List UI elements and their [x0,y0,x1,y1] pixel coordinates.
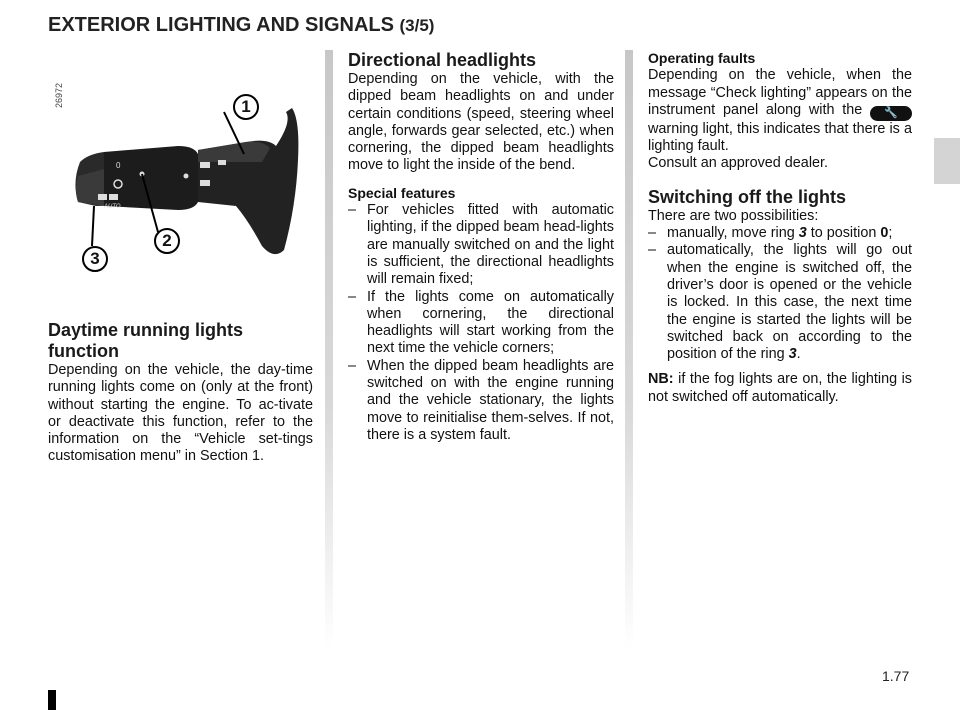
callout-2: 2 [154,228,180,254]
figure-reference-code: 26972 [54,82,64,108]
stalk-zero-label: 0 [116,161,121,170]
operating-faults-body [648,67,912,155]
directional-body: Depending on the vehicle, with the dipped beam headlights on and under certain conditions (speed, steering wheel angle, forwards gear selected, etc.) when cornering, the dipped beam headlights move to light the inside of the bend. [348,71,614,174]
item1-text-b: to position [810,225,877,242]
nb-note [648,371,912,406]
callout-1: 1 [233,94,259,120]
directional-headlights-section [348,50,614,444]
daytime-heading: Daytime running lights function [48,320,244,361]
list-item: – For vehicles fitted with automatic lighting, if the dipped beam head-lights are manually switched on and the light is sufficient, the directional headlights will remain fixed; [348,202,614,288]
nb-text: if the fog lights are on, the lighting is not switched off automatically. [648,371,913,405]
title-suffix: (3/5) [399,16,435,35]
page-number: 1.77 [882,668,910,684]
list-item: – If the lights come on automatically when cornering, the directional headlights will start working from the next time the vehicle corners; [348,289,614,358]
faults-and-switching-section [648,50,912,406]
nb-label: NB: [648,371,674,388]
callout-3: 3 [82,246,108,272]
page-title [48,14,434,37]
page-corner-mark [48,690,56,710]
special-features-heading: Special features [348,184,456,201]
directional-heading: Directional headlights [348,50,537,70]
faults-body-part1: Depending on the vehicle, when the message “Check lighting” appears on the instrument panel along with the [648,67,912,118]
daytime-running-lights-section [48,320,313,466]
operating-faults-heading: Operating faults [648,50,756,66]
switching-off-list [648,225,912,363]
faults-body-part2: warning light, this indicates that there is a lighting fault. [648,120,912,155]
wrench-warning-icon: 🔧 [870,106,912,121]
item1-text-a: manually, move ring [667,225,795,242]
switching-off-heading: Switching off the lights [648,186,846,207]
section-tab-marker [934,138,960,184]
item2-text-a: automatically, the lights will go out when the engine is switched off, the driver’s door is opened or the vehicle is locked. In this case, the next time the engine is started the lights will be switched back on according to the position of the ring [667,242,912,363]
list-item [648,242,912,363]
item1-position: 0 [880,225,889,242]
daytime-body: Depending on the vehicle, the day-time running lights come on (only at the front) without starting the engine. To ac-tivate or deactivate this function, refer to the information on the “Vehicle set-tings customisation menu” in Section 1. [48,362,313,465]
item1-ring: 3 [798,225,807,242]
switching-off-intro: There are two possibilities: [648,207,819,224]
lighting-stalk-figure [48,50,318,290]
item1-end: ; [888,225,893,242]
title-main: EXTERIOR LIGHTING AND SIGNALS [48,14,394,36]
stalk-auto-label: AUTO [104,204,121,210]
column-divider [325,50,333,650]
list-item [648,225,912,242]
list-item: – When the dipped beam headlights are switched on with the engine running and the vehicle stationary, the lights move to reinitialise them-selves. If not, there is a system fault. [348,358,614,444]
item2-end: . [796,346,801,363]
consult-dealer-text: Consult an approved dealer. [648,155,829,172]
column-divider [625,50,633,650]
item2-ring: 3 [788,346,797,363]
special-features-list [348,202,614,444]
